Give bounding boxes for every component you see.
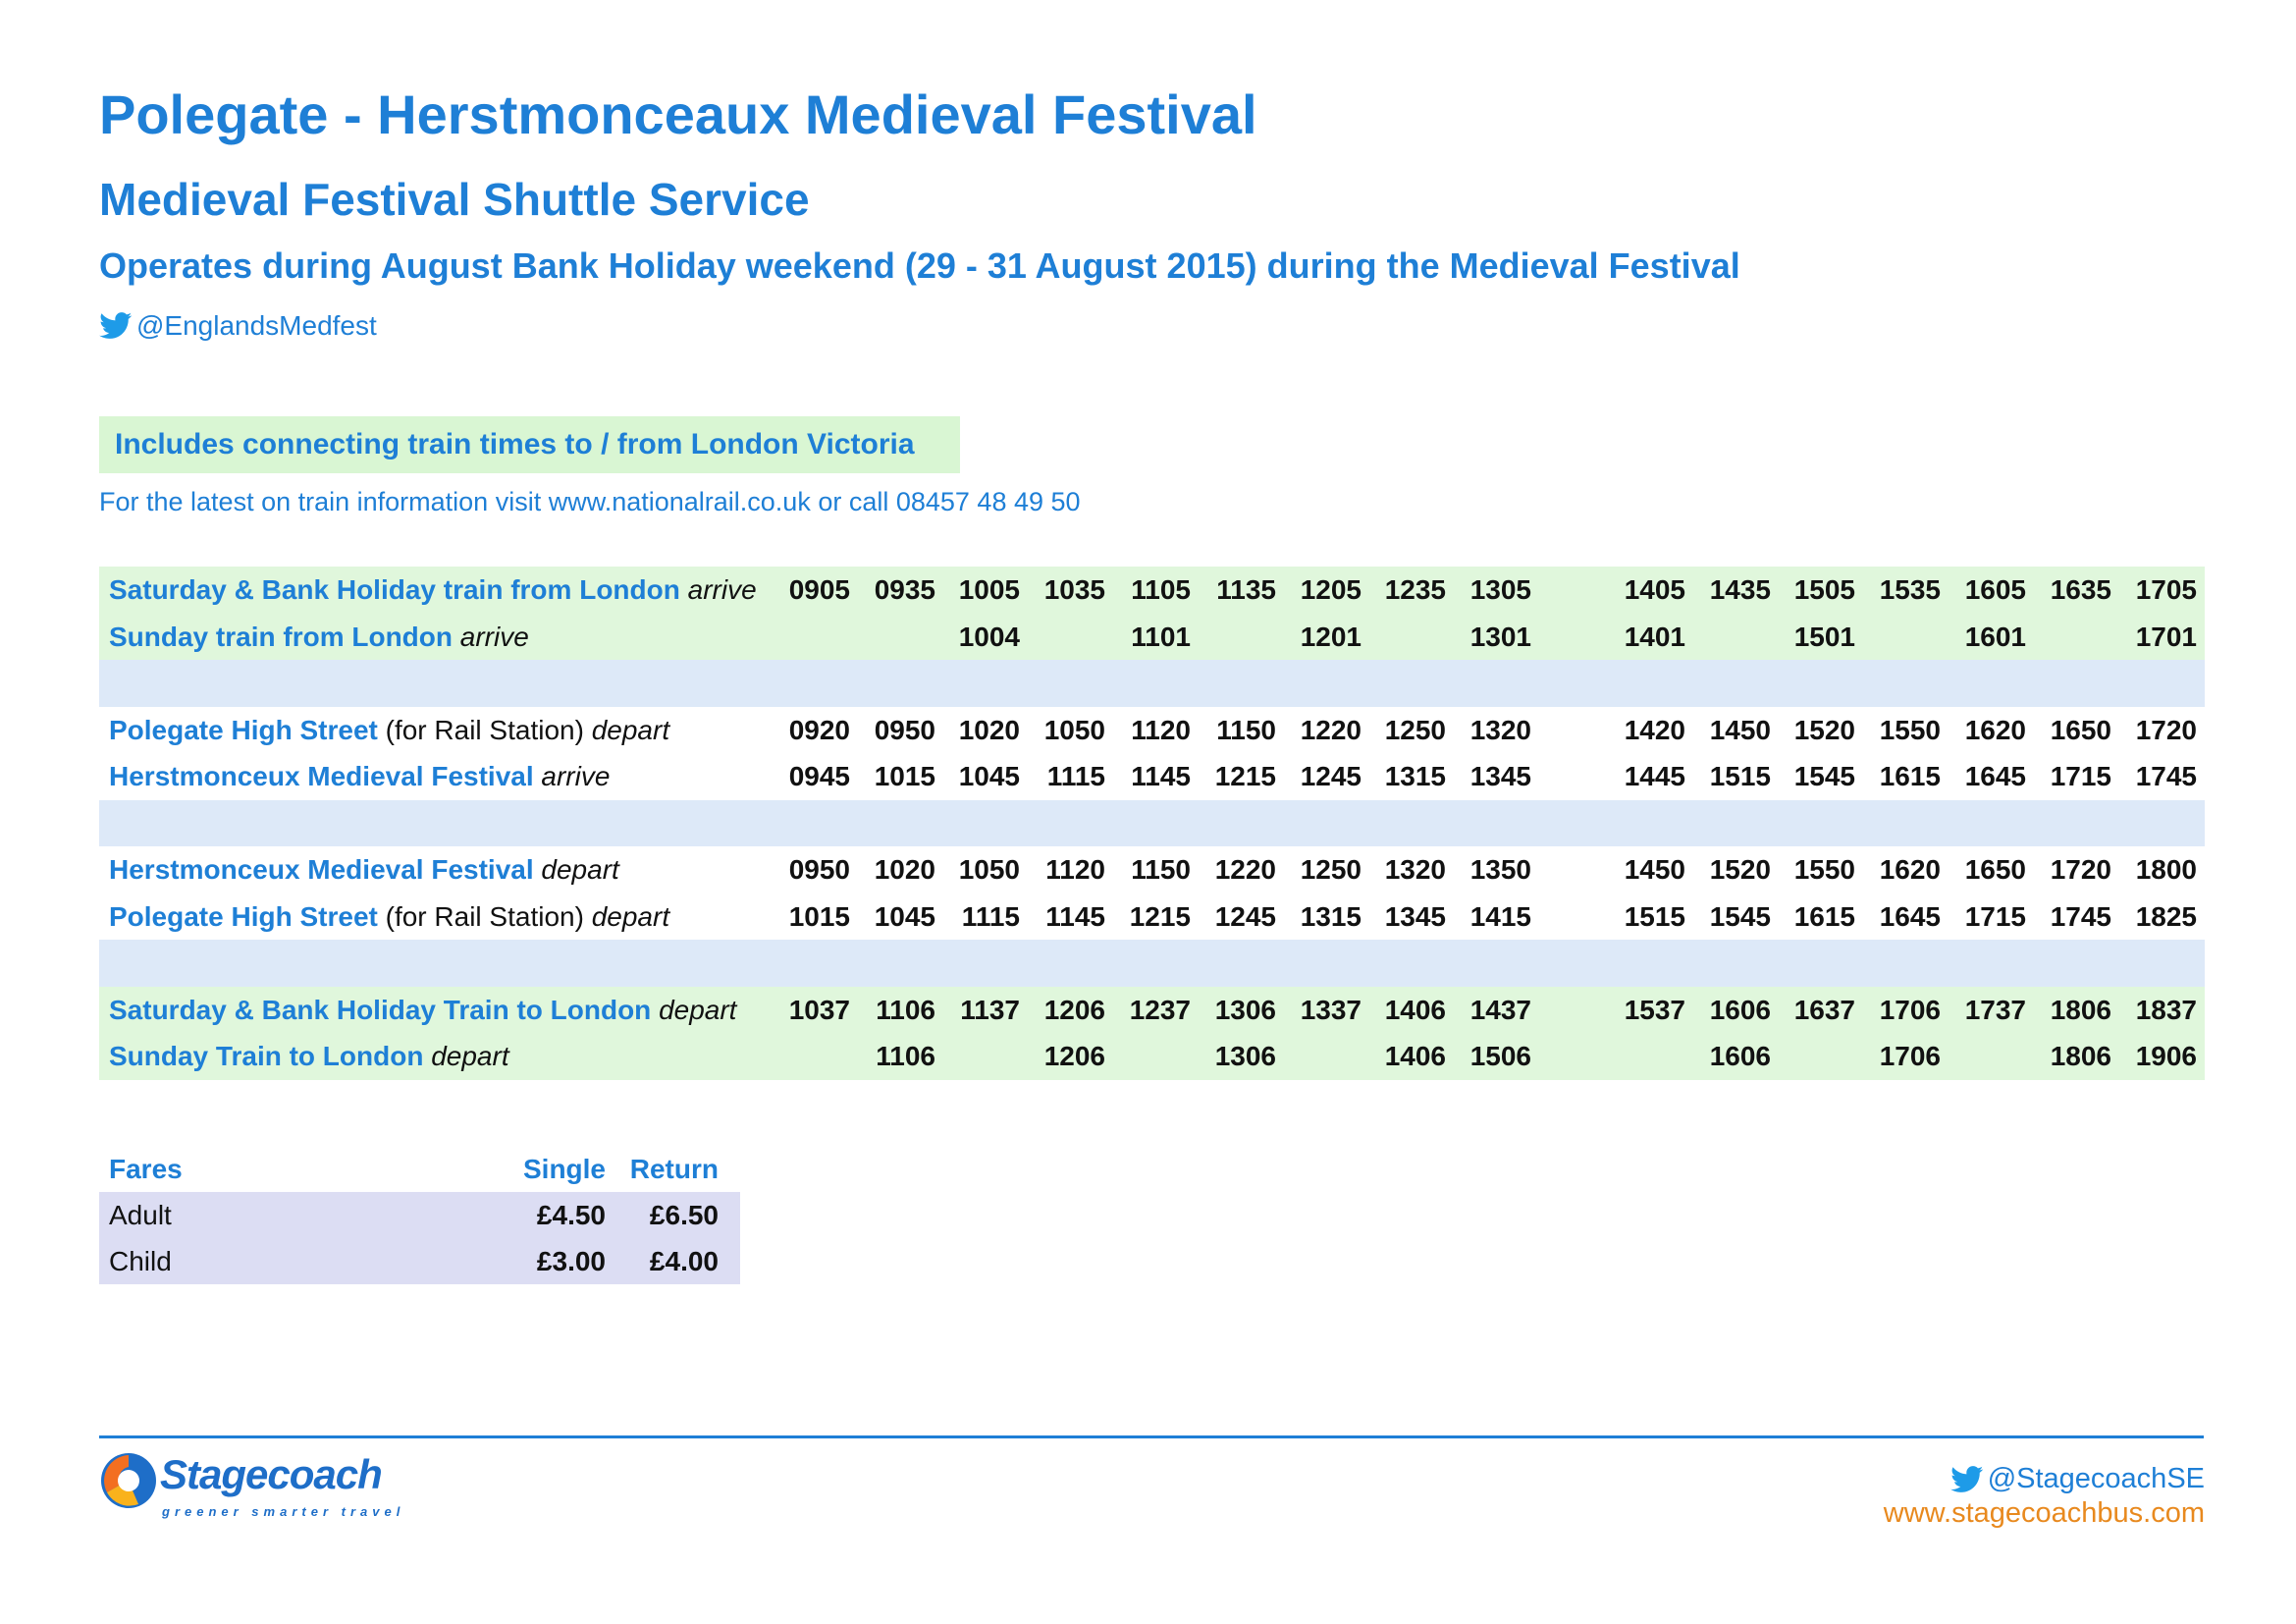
stop-action: arrive xyxy=(459,621,529,652)
timetable-row-label xyxy=(109,614,529,661)
fare-return: £6.50 xyxy=(649,1200,719,1230)
timetable-row-label xyxy=(109,707,669,754)
time-cell: 1320 xyxy=(1384,854,1446,885)
stagecoach-logo-mark-icon xyxy=(99,1451,158,1510)
time-cell: 1605 xyxy=(1964,574,2026,605)
time-cell: 1550 xyxy=(1793,854,1855,885)
time-cell: 1120 xyxy=(1045,854,1105,885)
twitter-handle-text: @StagecoachSE xyxy=(1987,1463,2205,1494)
fare-return: £4.00 xyxy=(649,1246,719,1276)
time-cell: 1420 xyxy=(1624,714,1685,745)
time-cell: 1206 xyxy=(1043,994,1105,1025)
rail-info-text: For the latest on train information visit www.nationalrail.co.uk or call 08457 48 49 50 xyxy=(99,487,1081,516)
stop-action: arrive xyxy=(541,761,611,791)
time-cell: 0950 xyxy=(874,714,935,745)
time-cell: 0905 xyxy=(788,574,850,605)
time-cell: 1201 xyxy=(1300,621,1362,652)
stop-action: depart xyxy=(431,1041,509,1071)
time-cell: 1315 xyxy=(1300,900,1362,932)
stop-note: (for Rail Station) xyxy=(385,900,584,932)
time-cell: 0935 xyxy=(874,574,935,605)
fares-header-row xyxy=(99,1146,740,1192)
page-title: Polegate - Herstmonceaux Medieval Festival xyxy=(99,83,1257,145)
operating-dates: Operates during August Bank Holiday weekend (29 - 31 August 2015) during the Medieval Festival xyxy=(99,245,1740,286)
time-cell: 1650 xyxy=(1964,854,2026,885)
fare-single: £3.00 xyxy=(536,1246,606,1276)
time-cell: 1037 xyxy=(788,994,850,1025)
twitter-bird-icon xyxy=(99,312,133,340)
time-cell: 1145 xyxy=(1131,761,1191,791)
time-cell: 1120 xyxy=(1131,714,1191,745)
stop-action: arrive xyxy=(687,574,757,605)
time-cell: 1415 xyxy=(1469,900,1531,932)
time-cell: 1800 xyxy=(2135,854,2197,885)
timetable-spacer-row xyxy=(99,940,2205,987)
time-cell: 1345 xyxy=(1469,761,1531,791)
footer-divider xyxy=(99,1435,2204,1438)
time-cell: 1545 xyxy=(1793,761,1855,791)
time-cell: 1220 xyxy=(1300,714,1362,745)
time-cell: 1635 xyxy=(2050,574,2111,605)
fares-header-label: Fares xyxy=(109,1154,183,1184)
timetable-spacer-row xyxy=(99,660,2205,707)
time-cell: 1745 xyxy=(2050,900,2111,932)
time-cell: 1450 xyxy=(1624,854,1685,885)
stop-name: Polegate High Street xyxy=(109,900,378,932)
timetable-spacer-row xyxy=(99,800,2205,847)
time-cell: 1106 xyxy=(876,994,935,1025)
time-cell: 0945 xyxy=(788,761,850,791)
time-cell: 1701 xyxy=(2135,621,2197,652)
time-cell: 1825 xyxy=(2135,900,2197,932)
time-cell: 1015 xyxy=(874,761,935,791)
time-cell: 1150 xyxy=(1131,854,1191,885)
time-cell: 1705 xyxy=(2135,574,2197,605)
timetable-row xyxy=(99,1033,2205,1080)
time-cell: 1050 xyxy=(958,854,1020,885)
stop-action: depart xyxy=(591,900,670,932)
time-cell: 1050 xyxy=(1043,714,1105,745)
stop-name: Sunday Train to London xyxy=(109,1041,424,1071)
timetable-row xyxy=(99,987,2205,1034)
twitter-handle-text: @EnglandsMedfest xyxy=(136,310,377,341)
time-cell: 1045 xyxy=(958,761,1020,791)
time-cell: 1806 xyxy=(2050,994,2111,1025)
timetable-row-label xyxy=(109,987,736,1034)
time-cell: 1706 xyxy=(1879,1041,1941,1071)
stop-action: depart xyxy=(659,994,737,1025)
time-cell: 1745 xyxy=(2135,761,2197,791)
time-cell: 1005 xyxy=(958,574,1020,605)
time-cell: 1550 xyxy=(1879,714,1941,745)
time-cell: 1520 xyxy=(1793,714,1855,745)
timetable-row xyxy=(99,846,2205,893)
time-cell: 1520 xyxy=(1709,854,1771,885)
time-cell: 1315 xyxy=(1384,761,1446,791)
time-cell: 1205 xyxy=(1300,574,1362,605)
stop-name: Polegate High Street xyxy=(109,714,378,745)
timetable-row-label xyxy=(109,893,669,941)
time-cell: 1445 xyxy=(1624,761,1685,791)
time-cell: 1235 xyxy=(1384,574,1446,605)
time-cell: 1615 xyxy=(1879,761,1941,791)
time-cell: 1515 xyxy=(1709,761,1771,791)
time-cell: 1537 xyxy=(1624,994,1685,1025)
twitter-handle-festival[interactable] xyxy=(99,310,377,342)
time-cell: 1501 xyxy=(1793,621,1855,652)
time-cell: 1405 xyxy=(1624,574,1685,605)
time-cell: 1350 xyxy=(1469,854,1531,885)
stagecoach-logo xyxy=(99,1451,405,1530)
time-cell: 1435 xyxy=(1709,574,1771,605)
time-cell: 1606 xyxy=(1709,994,1771,1025)
time-cell: 1215 xyxy=(1129,900,1191,932)
time-cell: 1215 xyxy=(1214,761,1276,791)
time-cell: 1406 xyxy=(1384,1041,1446,1071)
time-cell: 1606 xyxy=(1709,1041,1771,1071)
stop-note: (for Rail Station) xyxy=(385,714,584,745)
fares-table xyxy=(99,1146,740,1284)
time-cell: 1250 xyxy=(1300,854,1362,885)
time-cell: 1101 xyxy=(1131,621,1191,652)
time-cell: 1601 xyxy=(1964,621,2026,652)
time-cell: 1045 xyxy=(874,900,935,932)
stop-name: Sunday train from London xyxy=(109,621,453,652)
twitter-bird-icon xyxy=(1950,1466,1984,1493)
timetable-row-label xyxy=(109,1033,509,1080)
time-cell: 1020 xyxy=(958,714,1020,745)
time-cell: 1004 xyxy=(958,621,1020,652)
time-cell: 1115 xyxy=(1046,761,1105,791)
time-cell: 1837 xyxy=(2135,994,2197,1025)
time-cell: 1737 xyxy=(1964,994,2026,1025)
time-cell: 1301 xyxy=(1469,621,1531,652)
time-cell: 1401 xyxy=(1624,621,1685,652)
time-cell: 1720 xyxy=(2135,714,2197,745)
time-cell: 1406 xyxy=(1384,994,1446,1025)
time-cell: 1145 xyxy=(1045,900,1105,932)
time-cell: 1220 xyxy=(1214,854,1276,885)
logo-tagline: greener smarter travel xyxy=(162,1504,405,1519)
fares-header-return: Return xyxy=(629,1154,719,1184)
time-cell: 1615 xyxy=(1793,900,1855,932)
stop-name: Saturday & Bank Holiday Train to London xyxy=(109,994,652,1025)
time-cell: 1250 xyxy=(1384,714,1446,745)
timetable xyxy=(99,567,2205,1080)
time-cell: 1015 xyxy=(788,900,850,932)
stop-name: Herstmonceux Medieval Festival xyxy=(109,761,534,791)
stop-name: Saturday & Bank Holiday train from London xyxy=(109,574,680,605)
time-cell: 1020 xyxy=(874,854,935,885)
timetable-row-label xyxy=(109,753,610,800)
time-cell: 1906 xyxy=(2135,1041,2197,1071)
timetable-row-label xyxy=(109,567,757,614)
time-cell: 1305 xyxy=(1469,574,1531,605)
time-cell: 0920 xyxy=(788,714,850,745)
time-cell: 1306 xyxy=(1214,1041,1276,1071)
time-cell: 1320 xyxy=(1469,714,1531,745)
time-cell: 1237 xyxy=(1129,994,1191,1025)
time-cell: 1337 xyxy=(1300,994,1362,1025)
time-cell: 1505 xyxy=(1793,574,1855,605)
fares-row xyxy=(99,1192,740,1238)
timetable-row xyxy=(99,753,2205,800)
page-subtitle: Medieval Festival Shuttle Service xyxy=(99,174,810,225)
timetable-row xyxy=(99,614,2205,661)
time-cell: 1506 xyxy=(1469,1041,1531,1071)
twitter-handle-stagecoach[interactable] xyxy=(1884,1463,2205,1495)
time-cell: 1645 xyxy=(1879,900,1941,932)
time-cell: 1206 xyxy=(1043,1041,1105,1071)
time-cell: 1245 xyxy=(1214,900,1276,932)
time-cell: 1706 xyxy=(1879,994,1941,1025)
fare-type: Adult xyxy=(109,1200,172,1230)
stop-action: depart xyxy=(591,714,670,745)
time-cell: 1535 xyxy=(1879,574,1941,605)
time-cell: 0950 xyxy=(788,854,850,885)
time-cell: 1150 xyxy=(1216,714,1276,745)
fare-single: £4.50 xyxy=(536,1200,606,1230)
time-cell: 1437 xyxy=(1469,994,1531,1025)
time-cell: 1115 xyxy=(961,900,1020,932)
time-cell: 1545 xyxy=(1709,900,1771,932)
time-cell: 1106 xyxy=(876,1041,935,1071)
time-cell: 1650 xyxy=(2050,714,2111,745)
time-cell: 1715 xyxy=(2050,761,2111,791)
fares-row xyxy=(99,1238,740,1284)
time-cell: 1345 xyxy=(1384,900,1446,932)
timetable-row xyxy=(99,707,2205,754)
time-cell: 1620 xyxy=(1879,854,1941,885)
timetable-row xyxy=(99,567,2205,614)
time-cell: 1306 xyxy=(1214,994,1276,1025)
timetable-row xyxy=(99,893,2205,941)
time-cell: 1645 xyxy=(1964,761,2026,791)
time-cell: 1105 xyxy=(1131,574,1191,605)
time-cell: 1637 xyxy=(1793,994,1855,1025)
time-cell: 1450 xyxy=(1709,714,1771,745)
time-cell: 1135 xyxy=(1216,574,1276,605)
time-cell: 1137 xyxy=(960,994,1020,1025)
time-cell: 1035 xyxy=(1043,574,1105,605)
logo-name: Stagecoach xyxy=(160,1451,382,1497)
fare-type: Child xyxy=(109,1246,172,1276)
footer-contact xyxy=(1884,1463,2205,1530)
timetable-row-label xyxy=(109,846,619,893)
stop-action: depart xyxy=(541,854,619,885)
time-cell: 1715 xyxy=(1964,900,2026,932)
stop-name: Herstmonceux Medieval Festival xyxy=(109,854,534,885)
time-cell: 1245 xyxy=(1300,761,1362,791)
connecting-trains-banner: Includes connecting train times to / from London Victoria xyxy=(99,416,960,473)
fares-header-single: Single xyxy=(522,1154,606,1184)
time-cell: 1806 xyxy=(2050,1041,2111,1071)
time-cell: 1515 xyxy=(1624,900,1685,932)
website-link[interactable]: www.stagecoachbus.com xyxy=(1883,1497,2205,1529)
time-cell: 1720 xyxy=(2050,854,2111,885)
time-cell: 1620 xyxy=(1964,714,2026,745)
